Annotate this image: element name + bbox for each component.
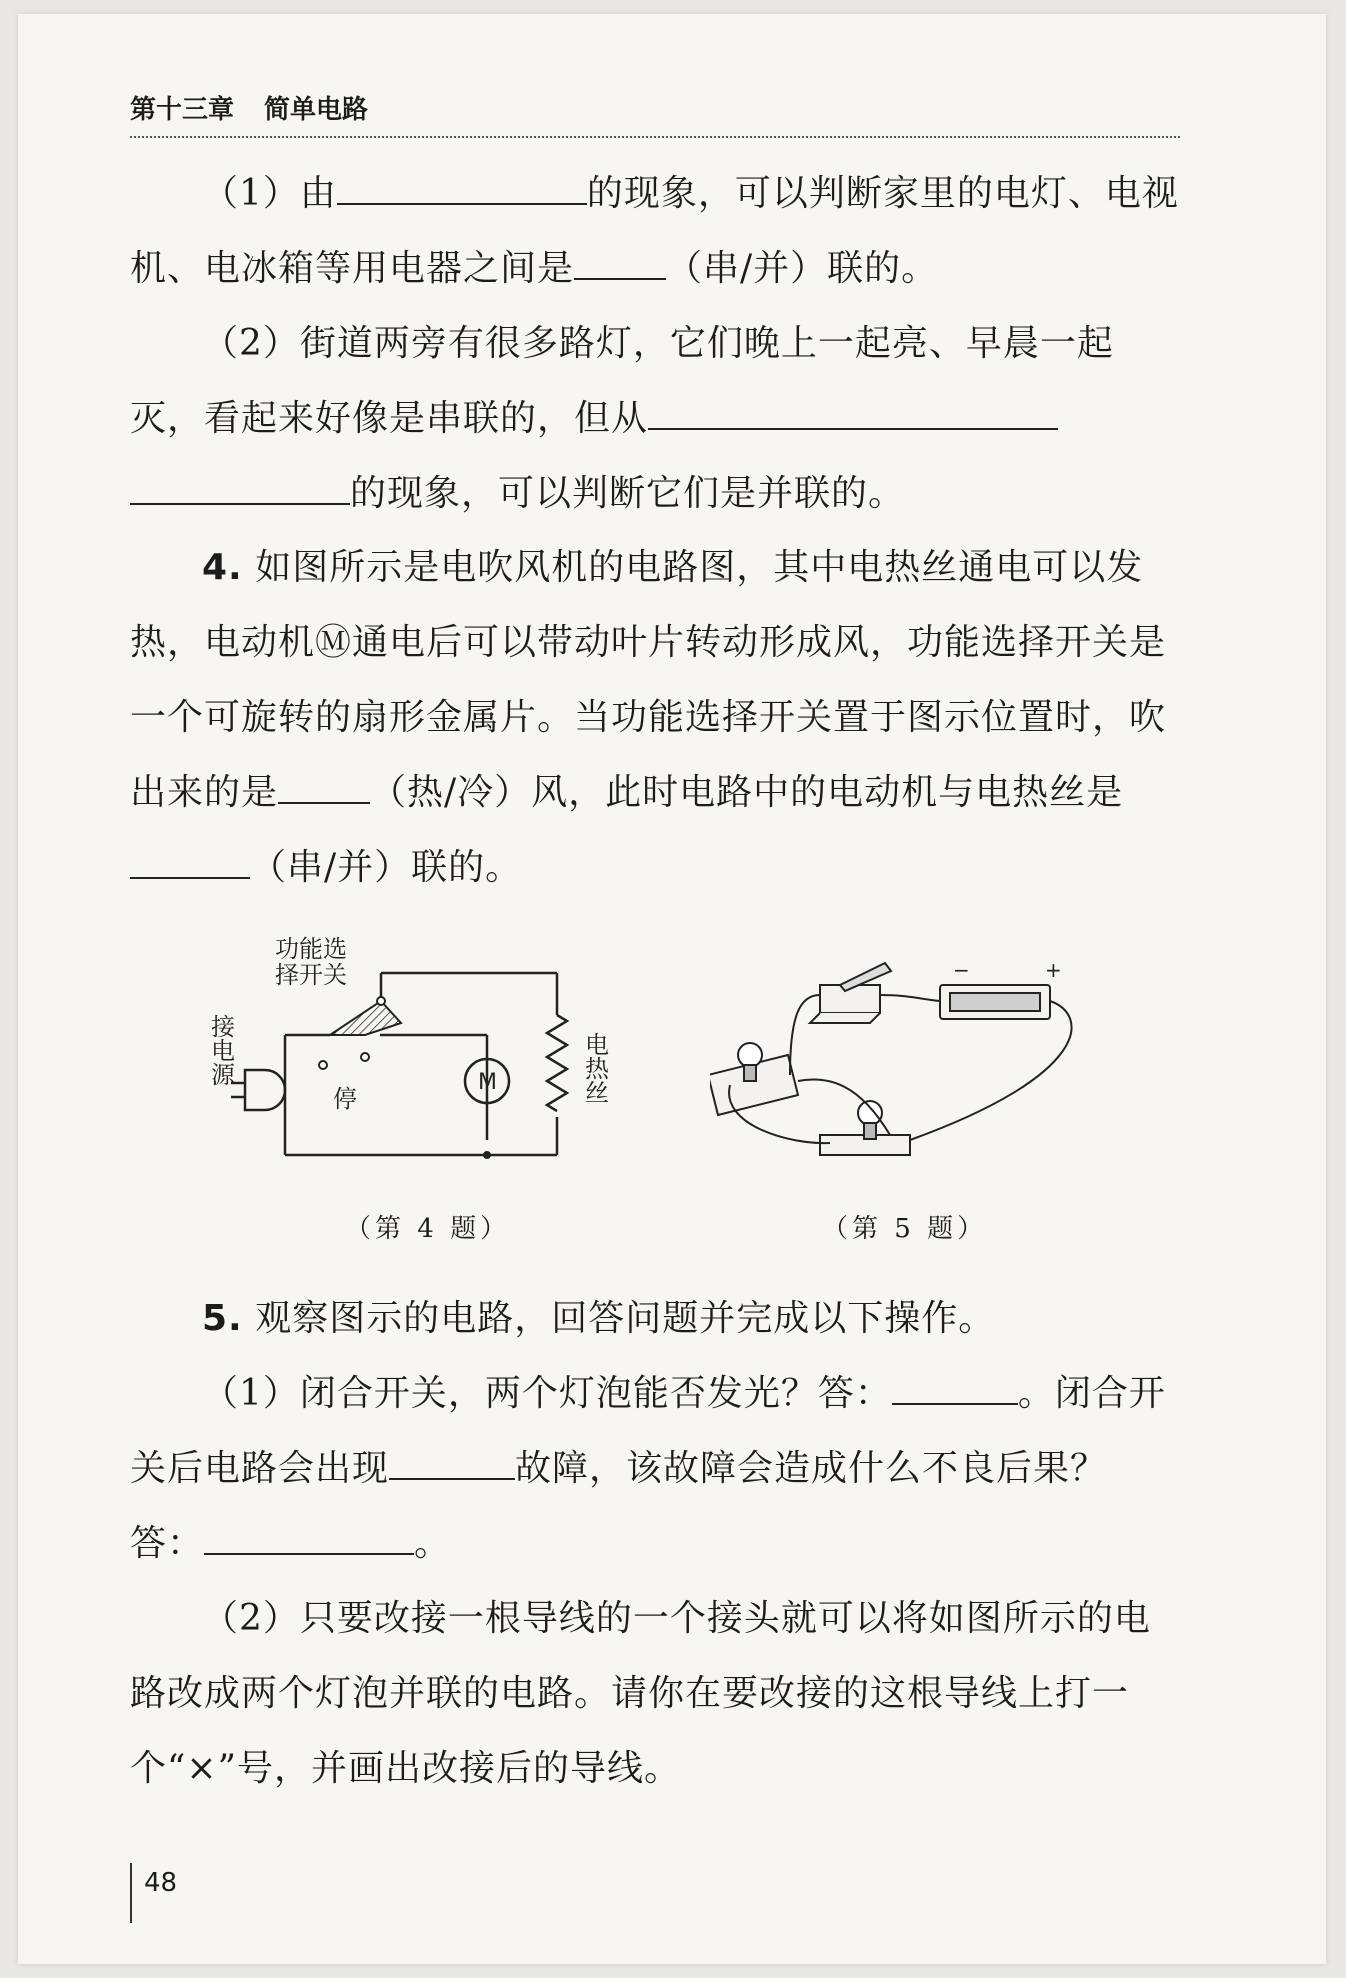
switch-contact [377,997,385,1005]
source-label-2: 电 [211,1037,235,1065]
answer-blank[interactable] [648,390,1058,430]
battery-cell [950,993,1040,1011]
wire-battery-bulb2 [910,1001,1072,1140]
junction-dot [483,1151,491,1159]
q5-intro-text: 观察图示的电路，回答问题并完成以下操作。 [255,1298,996,1339]
chapter-title: 简单电路 [264,95,369,125]
stop-contact-1 [319,1061,327,1069]
switch-label-1: 功能选 [275,935,347,963]
bulb-2-glass [858,1101,882,1125]
wire-switch-bulb1 [790,995,820,1075]
answer-blank[interactable] [389,1440,515,1480]
q5-p1-text-b: 。闭合开关后电路会出现 [130,1373,1166,1489]
q3-p1-text-c: （串/并）联的。 [666,248,939,289]
q3-part-1 [130,156,1180,306]
answer-blank[interactable] [130,839,250,879]
q4-text-c: （热/冷）风，此时电路中的电动机与电热丝是 [370,772,1124,813]
q4-paragraph [130,530,1180,905]
q5-intro [130,1281,1180,1356]
figure-4-caption: （第 4 题） [345,1214,511,1244]
q5-number: 5. [202,1298,243,1339]
wire-switch-battery [880,995,940,1001]
heater-label-1: 电 [585,1031,609,1059]
bulb-2-socket [864,1123,876,1139]
answer-blank[interactable] [278,764,370,804]
switch-label-2: 择开关 [275,961,347,989]
answer-blank[interactable] [337,165,587,205]
battery-plus: + [1045,958,1062,982]
q4-text-b: 通电后可以带动叶片转动形成风，功能选择开关是一个可旋转的扇形金属片。当功能选择开关置于图示位置时，吹出来的是 [130,622,1167,813]
q3-p2-text-a: （2）街道两旁有很多路灯，它们晚上一起亮、早晨一起灭，看起来好像是串联的，但从 [130,323,1114,439]
switch-base-front [810,1013,880,1023]
page-number: 48 [130,1863,177,1923]
q3-p2-text-b: 的现象，可以判断它们是并联的。 [350,473,906,514]
question-4 [130,530,1180,905]
question-3-parts [130,156,1180,531]
q4-text-a: 如图所示是电吹风机的电路图，其中电热丝通电可以发热，电动机 [130,547,1144,663]
q5-p1-text-a: （1）闭合开关，两个灯泡能否发光？答： [202,1373,892,1414]
answer-blank[interactable] [130,465,350,505]
bulb-1-socket [744,1065,756,1081]
question-5 [130,1281,1180,1806]
q3-p1-text-a: （1）由 [202,173,337,214]
q3-part-2 [130,306,1180,531]
source-label-1: 接 [211,1013,235,1041]
q4-text-d: （串/并）联的。 [250,847,523,888]
motor-label: M [478,1070,497,1095]
q4-number: 4. [202,547,243,588]
q5-p1-text-d: 。 [414,1523,452,1564]
motor-symbol: Ⓜ [315,622,353,663]
answer-blank[interactable] [892,1365,1018,1405]
answer-blank[interactable] [204,1515,414,1555]
stop-label: 停 [333,1085,357,1113]
battery-minus: − [953,958,970,982]
source-label-3: 源 [211,1061,235,1089]
q5-p1-text-c: 故障，该故障会造成什么不良后果？答： [130,1448,1108,1564]
q5-part-2: （2）只要改接一根导线的一个接头就可以将如图所示的电路改成两个灯泡并联的电路。请你在要改接的这根导线上打一个“×”号，并画出改接后的导线。 [130,1598,1151,1789]
q5-part-1 [130,1356,1180,1581]
figure-5-circuit [710,955,1110,1185]
running-header [130,90,1180,138]
heater-label-2: 热 [585,1055,609,1083]
bulb-1-glass [738,1043,762,1067]
heater-label-3: 丝 [585,1079,609,1107]
answer-blank[interactable] [574,240,666,280]
figure-4-drawing [205,925,625,1180]
figure-5-caption: （第 5 题） [822,1214,988,1244]
q3-p1-text-b: 的现象，可以判断家里的电灯、电视机、电冰箱等用电器之间是 [130,173,1179,289]
chapter-number: 第十三章 [130,95,235,125]
stop-contact-2 [361,1053,369,1061]
